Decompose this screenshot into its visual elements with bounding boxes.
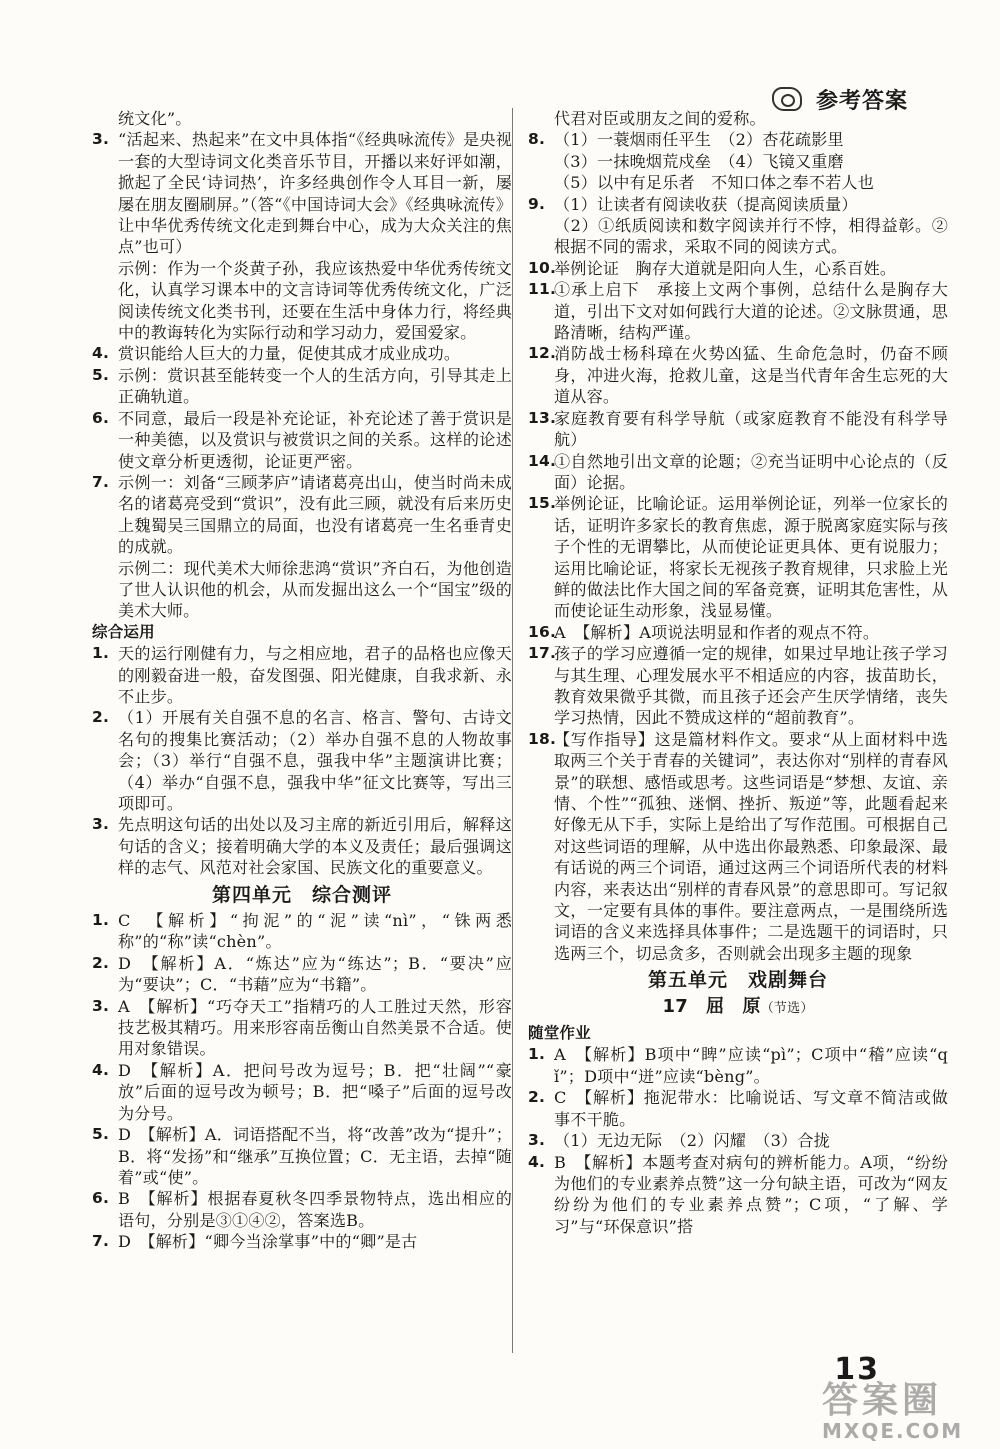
answer-item	[92, 1231, 512, 1252]
answer-text: A 【解析】“巧夺天工”指精巧的人工胜过天然，形容技艺极其精巧。用来形容南岳衡山自然美景不合适。使用对象错误。	[118, 996, 512, 1059]
answer-number: 11.	[528, 280, 557, 299]
lesson-title	[528, 996, 948, 1019]
answer-text: 【写作指导】这是篇材料作文。要求“从上面材料中选取两三个关于青春的关键词”，表达你对“别样的青春风景”的联想、感悟或思考。这些词语是“梦想、友谊、亲情、个性”“孤独、迷惘、挫折、叛逆”等，此题看起来好像无从下手，实际上是给出了写作范围。可根据自己对这些词语的理解，从中选出你最熟悉、印象最深、最有话说的两三个词语，通过这两三个词语所代表的材料内容，来表达出“别样的青春风景”的意思即可。写记叙文，一定要有具体的事件。要注意两点，一是围绕所选词语的含义来选择具体事件；二是选题干的词语时，只选两三个，切忌贪多，否则就会出现多主题的现象	[554, 729, 948, 963]
answer-item	[528, 1130, 948, 1151]
answer-text: 不同意，最后一段是补充论证，补充论述了善于赏识是一种美德，以及赏识与被赏识之间的关系。这样的论述使文章分析更透彻，论证更严密。	[118, 408, 512, 471]
answer-number: 4.	[528, 1152, 546, 1171]
answer-continuation: 示例二：现代美术大师徐悲鸿“赏识”齐白石，为他创造了世人认识他的机会，从而发掘出这么一个“国宝”级的美术大师。	[118, 558, 512, 621]
answer-item	[92, 1188, 512, 1231]
answer-number: 13.	[528, 408, 557, 427]
answer-item	[528, 408, 948, 451]
answer-item	[92, 643, 512, 707]
answer-item	[92, 910, 512, 953]
column-divider	[512, 108, 513, 1353]
answer-number: 7.	[92, 472, 110, 491]
answer-continuation: 代君对臣或朋友之间的爱称。	[554, 109, 766, 128]
answer-number: 3.	[92, 130, 110, 149]
answer-text: B 【解析】本题考查对病句的辨析能力。A项，“纷纷为他们的专业素养点赞”这一分句缺主语，可改为“网友纷纷为他们的专业素养点赞”；C项，“了解、学习”与“环保意识”搭	[554, 1152, 948, 1236]
answer-text: D 【解析】A．把问号改为逗号；B．把“壮阔”“豪放”后面的逗号改为顿号；B．把“嗓子”后面的逗号改为分号。	[118, 1060, 512, 1123]
answer-text: D 【解析】A．“炼达”应为“练达”；B．“要决”应为“要诀”；C．“书藉”应为“书籍”。	[118, 953, 512, 995]
answer-number: 12.	[528, 344, 557, 363]
answer-text: D 【解析】A．词语搭配不当，将“改善”改为“提升”；B．将“发扬”和“继承”互换位置；C．无主语，去掉“随着”或“使”。	[118, 1125, 512, 1187]
answer-item	[92, 408, 512, 472]
answer-item	[92, 1124, 512, 1188]
answer-text: 示例一：刘备“三顾茅庐”请诸葛亮出山，使当时尚未成名的诸葛亮受到“赏识”，没有此三顾，就没有后来历史上魏蜀吴三国鼎立的局面，也没有诸葛亮一生名垂青史的成就。	[118, 472, 512, 557]
answer-number: 2.	[528, 1088, 546, 1107]
answer-text: B 【解析】根据春夏秋冬四季景物特点，选出相应的语句，分别是③①④②，答案选B。	[118, 1189, 512, 1230]
answer-number: 6.	[92, 1189, 110, 1208]
answer-item	[528, 451, 948, 494]
section-heading: 综合运用	[92, 622, 155, 641]
answer-item	[528, 129, 948, 150]
answer-text: 举例论证，比喻论证。运用举例论证，列举一位家长的话，证明许多家长的教育焦虑，源于脱离家庭实际与孩子个性的无谓攀比，从而使论证更具体、更有说服力；运用比喻论证，将家长无视孩子教育规律，只求脸上光鲜的做法比作大国之间的军备竞赛，证明其危害性，从而使论证生动形象，浅显易懂。	[554, 494, 948, 621]
answer-number: 5.	[92, 1125, 110, 1144]
answer-item	[528, 279, 948, 343]
answer-item	[92, 1060, 512, 1124]
answer-item	[92, 814, 512, 878]
answer-continuation: （5）以中有足乐者 不知口体之奉不若人也	[554, 173, 875, 193]
answer-text: 天的运行刚健有力，与之相应地，君子的品格也应像天的刚毅奋进一般，奋发图强、阳光健康，自我求新、永不止步。	[118, 644, 512, 706]
answer-item	[528, 643, 948, 729]
answer-text: （1）一蓑烟雨任平生 （2）杏花疏影里	[554, 130, 844, 150]
answer-text: 家庭教育要有科学导航（或家庭教育不能没有科学导航）	[554, 408, 948, 450]
answer-text: 示例：赏识甚至能转变一个人的生活方向，引导其走上正确轨道。	[118, 365, 512, 407]
answer-text: 孩子的学习应遵循一定的规律，如果过早地让孩子学习与其生理、心理发展水平不相适应的内容，拔苗助长，教育效果微乎其微，而且孩子还会产生厌学情绪，丧失学习热情，因此不赞成这样的“超前教育”。	[554, 644, 948, 728]
answer-text: 举例论证 胸存大道就是阳向人生，心系百姓。	[554, 258, 897, 278]
answer-text: ①承上启下 承接上文两个事例，总结什么是胸存大道，引出下文对如何践行大道的论述。②文脉贯通，思路清晰，结构严谨。	[554, 280, 948, 343]
answer-text: C 【解析】“拘泥”的“泥”读“nì”，“铢两悉称”的“称”读“chèn”。	[118, 911, 512, 952]
answer-number: 7.	[92, 1232, 110, 1251]
answer-continuation: 示例：作为一个炎黄子孙，我应该热爱中华优秀传统文化，认真学习课本中的文言诗词等优秀传统文化，广泛阅读传统文化类书刊，还要在生活中身体力行，将经典中的教诲转化为实际行动和学习动力，爱国爱家。	[118, 258, 512, 343]
unit-title: 第五单元 戏剧舞台	[647, 969, 828, 992]
page-number: 13	[834, 1352, 880, 1387]
left-column	[92, 108, 512, 1253]
answer-text: （1）开展有关自强不息的名言、格言、警句、古诗文名句的搜集比赛活动；（2）举办自强不息的人物故事会；（3）举行“自强不息，强我中华”主题演讲比赛；（4）举办“自强不息，强我中华”征文比赛等，写出三项即可。	[118, 708, 512, 813]
answer-number: 3.	[92, 815, 110, 834]
section-heading: 随堂作业	[528, 1024, 591, 1043]
answer-item	[92, 472, 512, 558]
watermark-text-en: MXQE.COM	[822, 1419, 964, 1443]
answer-number: 8.	[528, 130, 546, 149]
answer-text: D 【解析】“卿今当涂掌事”中的“卿”是古	[118, 1232, 418, 1252]
answer-item	[92, 996, 512, 1060]
answer-number: 10.	[528, 258, 557, 277]
answer-number: 14.	[528, 451, 557, 470]
lesson-title-suffix: （节选）	[760, 1000, 814, 1016]
answer-item	[528, 1087, 948, 1130]
lesson-title-main: 17 屈 原	[662, 995, 761, 1017]
answer-item	[528, 1152, 948, 1238]
answer-number: 1.	[528, 1045, 546, 1064]
answer-text: C 【解析】拖泥带水：比喻说话、写文章不简洁或做事不干脆。	[554, 1088, 948, 1129]
header-title: 参考答案	[815, 88, 908, 114]
answer-item	[92, 129, 512, 257]
answer-text: “活起来、热起来”在文中具体指“《经典咏流传》是央视一套的大型诗词文化类音乐节目，开播以来好评如潮，掀起了全民‘诗词热’，许多经典创作令人耳目一新，屡屡在朋友圈刷屏。”（答“《中国诗词大会》《经典咏流传》让中华优秀传统文化走到舞台中心，成为大众关注的焦点”也可）	[118, 130, 512, 257]
answer-item	[528, 622, 948, 643]
answer-number: 5.	[92, 365, 110, 384]
answer-number: 2.	[92, 708, 110, 727]
answer-number: 2.	[92, 953, 110, 972]
watermark-logo	[822, 1372, 992, 1444]
answer-number: 17.	[528, 644, 557, 663]
unit-title: 第四单元 综合测评	[211, 883, 392, 906]
answer-text: ①自然地引出文章的论题；②充当证明中心论点的（反面）论据。	[554, 451, 948, 492]
answer-continuation: （3）一抹晚烟荒戍垒 （4）飞镜又重磨	[554, 151, 844, 171]
answer-number: 16.	[528, 622, 557, 641]
answer-item	[92, 365, 512, 408]
answer-item	[92, 343, 512, 364]
answer-item	[528, 1044, 948, 1087]
answer-number: 1.	[92, 644, 110, 663]
answer-item	[528, 729, 948, 964]
answer-item	[528, 194, 948, 215]
watermark-text-cn: 答案圈	[822, 1380, 943, 1421]
answer-continuation: （2）①纸质阅读和数字阅读并行不悖，相得益彰。②根据不同的需求，采取不同的阅读方式。	[554, 216, 948, 257]
answer-item	[92, 707, 512, 814]
answer-text: （1）让读者有阅读收获（提高阅读质量）	[554, 194, 858, 214]
answer-number: 9.	[528, 194, 546, 213]
answer-continuation: 统文化”。	[118, 109, 192, 128]
right-column	[528, 108, 948, 1237]
answer-number: 4.	[92, 344, 110, 363]
answer-item	[528, 343, 948, 407]
answer-item	[528, 258, 948, 279]
answer-text: 先点明这句话的出处以及习主席的新近引用后，解释这句话的含义；接着明确大学的本义及责任；最后强调这样的志气、风范对社会家国、民族文化的重要意义。	[118, 815, 512, 878]
answer-number: 3.	[92, 996, 110, 1015]
answer-item	[92, 953, 512, 996]
answer-text: 赏识能给人巨大的力量，促使其成才成业成功。	[118, 344, 461, 364]
answer-text: A 【解析】B项中“睥”应读“pì”；C项中“稽”应读“qǐ”；D项中“迸”应读“bèng”。	[554, 1045, 948, 1086]
answer-number: 4.	[92, 1060, 110, 1079]
answer-text: A 【解析】A项说法明显和作者的观点不符。	[554, 622, 880, 642]
answer-number: 18.	[528, 729, 557, 748]
answer-text: （1）无边无际 （2）闪耀 （3）合拢	[554, 1131, 830, 1151]
answer-text: 消防战士杨科璋在火势凶猛、生命危急时，仍奋不顾身，冲进火海，抢救儿童，这是当代青年舍生忘死的大道从容。	[554, 344, 948, 407]
answer-item	[528, 493, 948, 621]
answer-number: 15.	[528, 494, 557, 513]
answer-number: 3.	[528, 1131, 546, 1150]
answer-number: 1.	[92, 911, 110, 930]
answer-number: 6.	[92, 408, 110, 427]
